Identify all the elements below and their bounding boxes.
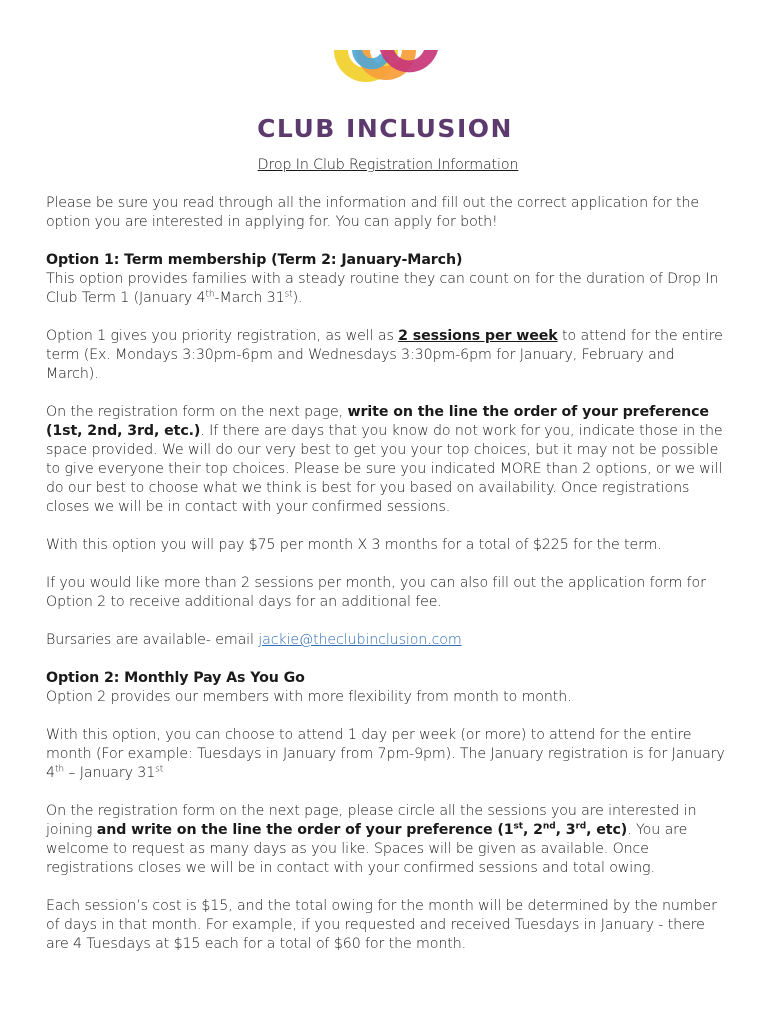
- option1-sup-th: th: [205, 289, 215, 300]
- brand-name: CLUB INCLUSION: [257, 114, 513, 143]
- sessions-per-week-emphasis: 2 sessions per week: [398, 328, 558, 344]
- intro-paragraph: Please be sure you read through all the information and fill out the correct application for the option you are interested in applying for. You can apply for both!: [46, 195, 699, 230]
- option1-registration-text-a: On the registration form on the next page,: [46, 404, 348, 420]
- bursary-email-link[interactable]: jackie@theclubinclusion.com: [258, 632, 462, 648]
- option1-sup-st: st: [284, 289, 293, 300]
- option2-pref-part-d: , etc): [586, 822, 628, 838]
- option1-heading: Option 1: Term membership (Term 2: January-March): [46, 252, 463, 268]
- option1-registration-text-b: . If there are days that you know do not work for you, indicate those in the space provided. We will do our very best to get you your top choices, but it may not be possible to give everyone their top choices. Please be sure you indicated MORE than 2 options, or we will do our best to choose what we think is best for you based on availability. Once registrations closes we will be in contact with your confirmed sessions.: [46, 423, 723, 515]
- club-inclusion-logo-icon: [330, 46, 442, 96]
- option1-registration-paragraph: [46, 403, 730, 517]
- option2-sup-2nd: nd: [542, 821, 556, 832]
- bursary-label: Bursaries are available- email: [46, 632, 259, 648]
- option2-pref-part-c: , 3: [555, 822, 576, 838]
- option2-pref-part-a: and write on the line the order of your preference (1: [96, 822, 514, 838]
- option1-priority-text-a: Option 1 gives you priority registration, as well as: [46, 328, 399, 344]
- document-body: [46, 156, 730, 973]
- option2-attendance-text-b: – January 31: [63, 765, 156, 781]
- option2-pref-part-b: , 2: [523, 822, 543, 838]
- option1-priority-paragraph: [46, 327, 730, 384]
- option2-sup-st: st: [155, 764, 164, 775]
- option2-registration-text-b: . You are welcome to request as many days as you like. Spaces will be given as available. Once registrations closes we will be in contact with your confirmed sessions and total owing.: [46, 822, 688, 876]
- option2-desc: Option 2 provides our members with more flexibility from month to month.: [46, 689, 572, 705]
- option2-sup-3rd: rd: [575, 821, 587, 832]
- document-title: Drop In Club Registration Information: [257, 157, 519, 173]
- option1-priority-text-b: to attend for the entire term (Ex. Mondays 3:30pm-6pm and Wednesdays 3:30pm-6pm for January, February and March).: [46, 328, 723, 382]
- option2-preference-emphasis: [97, 822, 627, 838]
- option1-desc-a: This option provides families with a steady routine they can count on for the duration of Drop In Club Term 1 (January 4: [46, 271, 719, 306]
- option2-heading: Option 2: Monthly Pay As You Go: [46, 670, 305, 686]
- option1-section: [46, 251, 730, 308]
- option2-cost-paragraph: Each session’s cost is $15, and the total owing for the month will be determined by the number of days in that month. For example, if you requested and received Tuesdays in January - there are 4 Tuesdays at $15 each for a total of $60 for the month.: [46, 898, 717, 952]
- option1-extra-sessions-paragraph: If you would like more than 2 sessions per month, you can also fill out the application form for Option 2 to receive additional days for an additional fee.: [46, 575, 706, 610]
- preference-order-emphasis: write on the line the order of your preference (1st, 2nd, 3rd, etc.): [46, 404, 709, 439]
- option1-payment-paragraph: With this option you will pay $75 per month X 3 months for a total of $225 for the term.: [46, 537, 662, 553]
- option1-desc-b: -March 31: [214, 290, 285, 306]
- bursary-paragraph: [46, 631, 730, 650]
- option1-desc-c: ).: [292, 290, 303, 306]
- option2-sup-th: th: [54, 764, 64, 775]
- option2-attendance-text-a: With this option, you can choose to attend 1 day per week (or more) to attend for the entire month (For example: Tuesdays in January from 7pm-9pm). The January registration is for January 4: [46, 727, 725, 781]
- option2-registration-paragraph: [46, 802, 730, 878]
- option2-section: [46, 669, 730, 707]
- option2-registration-text-a: On the registration form on the next page, please circle all the sessions you are interested in joining: [46, 803, 697, 838]
- option2-sup-1st: st: [513, 821, 523, 832]
- option2-attendance-paragraph: [46, 726, 730, 783]
